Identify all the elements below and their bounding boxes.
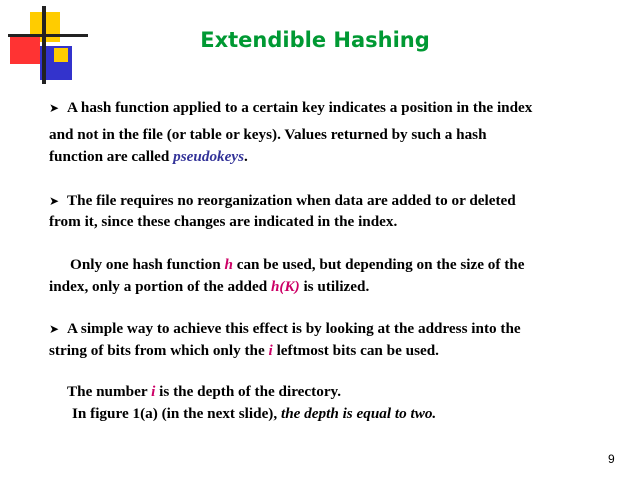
slide-title: Extendible Hashing xyxy=(200,28,430,52)
i-variable: i xyxy=(268,342,273,359)
hk-term: h(K) xyxy=(270,278,300,295)
pseudokeys-term: pseudokeys xyxy=(173,148,245,165)
page-number: 9 xyxy=(608,452,615,466)
bullet-1-line-1: ➤ A hash function applied to a certain key indicates a position in the index xyxy=(49,97,609,119)
bullet-4-line-2: string of bits from which only the i leftmost bits can be used. xyxy=(49,342,439,359)
depth-statement: the depth is equal to two. xyxy=(280,405,437,422)
h-variable: h xyxy=(224,256,233,273)
para-5-line-1: The number i is the depth of the directory. xyxy=(67,383,342,400)
arrow-bullet-icon: ➤ xyxy=(49,322,60,336)
bullet-2-line-1: ➤ The file requires no reorganization when data are added to or deleted xyxy=(49,190,609,212)
bullet-2-line-2: from it, since these changes are indicated in the index. xyxy=(49,213,398,230)
para-3-line-2: index, only a portion of the added h(K) is utilized. xyxy=(49,278,370,295)
bullet-1-line-2: and not in the file (or table or keys). Values returned by such a hash xyxy=(49,126,487,143)
para-3-line-1: Only one hash function h can be used, but depending on the size of the xyxy=(70,256,525,273)
arrow-bullet-icon: ➤ xyxy=(49,101,60,115)
decorative-blocks-logo-icon xyxy=(8,6,88,86)
i-variable: i xyxy=(151,383,156,400)
bullet-1-line-3: function are called pseudokeys. xyxy=(49,148,248,165)
para-5-line-2: In figure 1(a) (in the next slide), the depth is equal to two. xyxy=(72,405,437,422)
arrow-bullet-icon: ➤ xyxy=(49,194,60,208)
bullet-4-line-1: ➤ A simple way to achieve this effect is by looking at the address into the xyxy=(49,318,609,340)
